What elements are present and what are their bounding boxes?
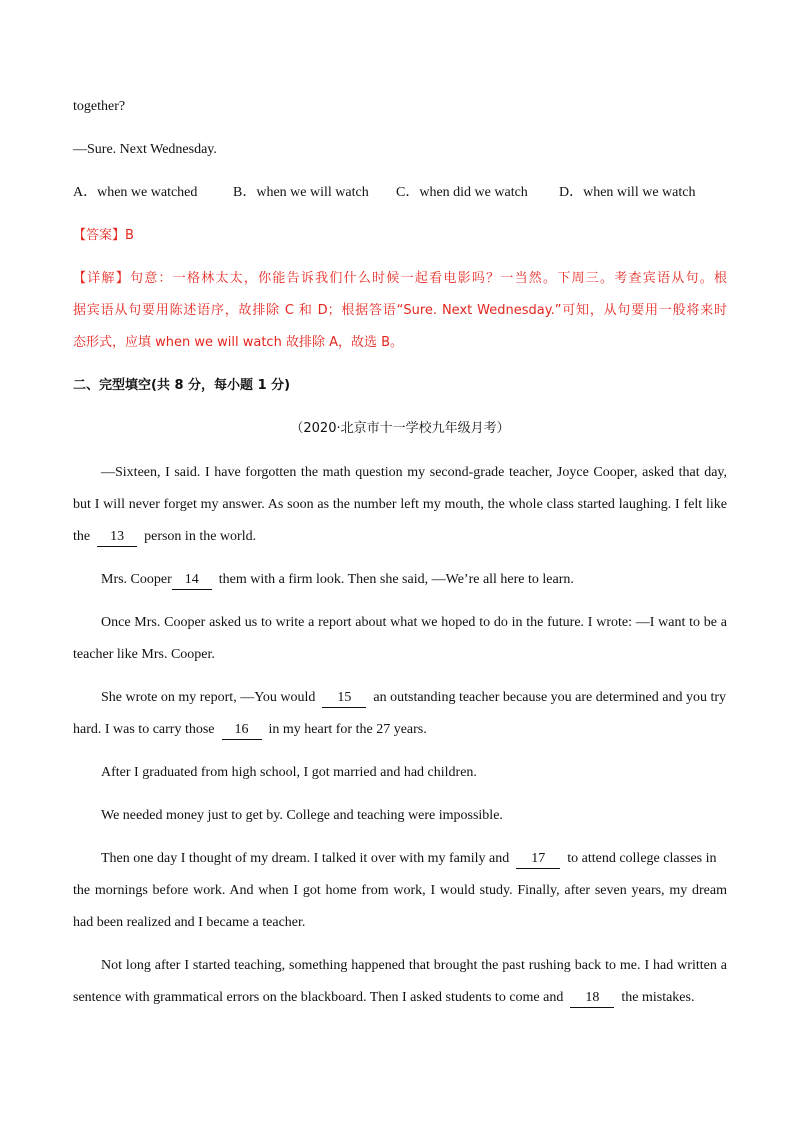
passage-source: （2020·北京市十一学校九年级月考） <box>290 421 510 436</box>
blank-13: 13 <box>97 529 137 547</box>
blank-18: 18 <box>570 990 614 1008</box>
passage-text: to attend college classes in <box>567 851 717 866</box>
explanation-line: 态形式，应填 when we will watch 故排除 A，故选 B。 <box>73 335 404 350</box>
passage-text: She wrote on my report, ―You would <box>101 690 316 705</box>
blank-14: 14 <box>172 572 212 590</box>
passage-line: We needed money just to get by. College and teaching were impossible. <box>101 808 503 823</box>
option-b: B．when we will watch <box>233 185 369 200</box>
passage-line <box>73 720 727 740</box>
passage-text: Then one day I thought of my dream. I talked it over with my family and <box>101 851 510 866</box>
passage-text: hard. I was to carry those <box>73 722 215 737</box>
answer-options <box>73 183 727 203</box>
passage-line: ―Sixteen, I said. I have forgotten the math question my second-grade teacher, Joyce Cooper, asked that day, <box>101 465 727 480</box>
passage-line: but I will never forget my answer. As soon as the number left my mouth, the whole class started laughing. I felt like <box>73 497 727 512</box>
passage-line <box>73 988 727 1008</box>
passage-line: had been realized and I became a teacher. <box>73 915 306 930</box>
passage-line: teacher like Mrs. Cooper. <box>73 647 215 662</box>
passage-text: the <box>73 529 91 544</box>
option-c: C．when did we watch <box>396 185 528 200</box>
passage-line: the mornings before work. And when I got home from work, I would study. Finally, after seven years, my dream <box>73 883 727 898</box>
option-a: A．when we watched <box>73 185 198 200</box>
answer-label: 【答案】B <box>73 228 134 243</box>
passage-line <box>73 527 727 547</box>
passage-line <box>101 570 727 590</box>
blank-17: 17 <box>516 851 560 869</box>
passage-line: Not long after I started teaching, something happened that brought the past rushing back to me. I had written a <box>101 958 727 973</box>
option-d: D．when will we watch <box>559 185 696 200</box>
blank-15: 15 <box>322 690 366 708</box>
passage-text: Mrs. Cooper <box>101 572 172 587</box>
section-heading: 二、完型填空(共 8 分，每小题 1 分) <box>73 378 291 393</box>
passage-text: person in the world. <box>144 529 257 544</box>
passage-text: in my heart for the 27 years. <box>268 722 427 737</box>
blank-16: 16 <box>222 722 262 740</box>
passage-line: Once Mrs. Cooper asked us to write a report about what we hoped to do in the future. I wrote: ―I want to be a <box>101 615 727 630</box>
passage-text: them with a firm look. Then she said, ―We’re all here to learn. <box>218 572 574 587</box>
passage-text: the mistakes. <box>621 990 695 1005</box>
passage-line: After I graduated from high school, I got married and had children. <box>101 765 477 780</box>
question-reply: —Sure. Next Wednesday. <box>73 142 217 157</box>
passage-line <box>101 688 727 708</box>
passage-text: sentence with grammatical errors on the blackboard. Then I asked students to come and <box>73 990 564 1005</box>
passage-text: an outstanding teacher because you are determined and you try <box>373 690 726 705</box>
passage-line <box>101 849 727 869</box>
question-stem-end: together? <box>73 99 126 114</box>
explanation-line: 【详解】句意：一格林太太，你能告诉我们什么时候一起看电影吗？一当然。下周三。考查宾语从句。根 <box>73 271 727 286</box>
explanation-line: 据宾语从句要用陈述语序，故排除 C 和 D；根据答语“Sure. Next Wednesday.”可知，从句要用一般将来时 <box>73 303 727 318</box>
